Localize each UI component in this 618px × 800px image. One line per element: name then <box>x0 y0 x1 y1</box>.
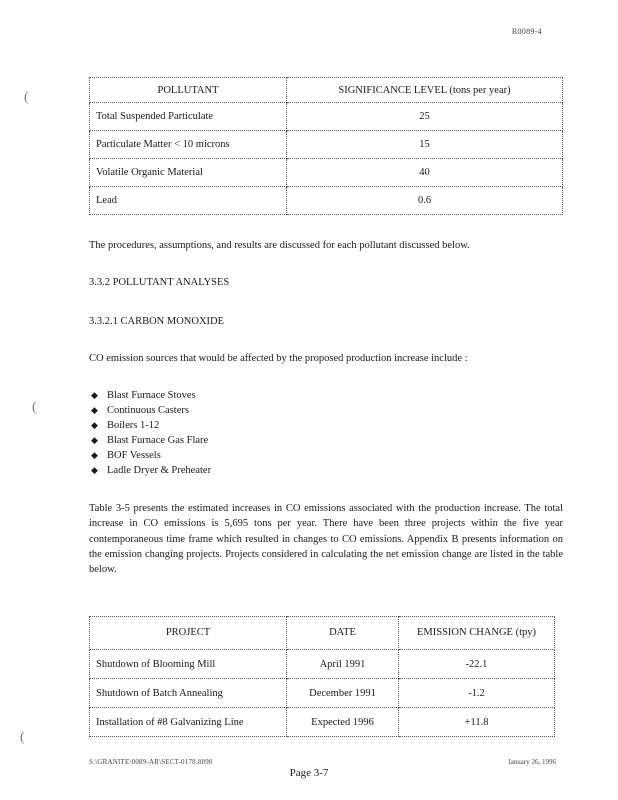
footer-file-path: S:\GRANITE\0089-AR\SECT-0178.8890 <box>89 758 213 766</box>
project-cell: Installation of #8 Galvanizing Line <box>90 708 287 737</box>
date-cell: December 1991 <box>287 679 399 708</box>
list-item <box>89 463 211 478</box>
emission-source-list <box>89 388 211 478</box>
pollutant-cell: Particulate Matter < 10 microns <box>90 131 287 159</box>
footer-date: January 26, 1996 <box>507 758 556 766</box>
bullet-icon: ◆ <box>91 435 98 445</box>
bullet-icon: ◆ <box>91 405 98 415</box>
column-header: PROJECT <box>90 617 287 650</box>
list-item-label: Blast Furnace Stoves <box>107 390 196 401</box>
bullet-icon: ◆ <box>91 450 98 460</box>
section-heading: 3.3.2 POLLUTANT ANALYSES <box>89 277 230 288</box>
pollutant-cell: Volatile Organic Material <box>90 159 287 187</box>
date-cell: April 1991 <box>287 650 399 679</box>
list-item-label: BOF Vessels <box>107 450 161 461</box>
table-row <box>90 708 555 737</box>
significance-cell: 15 <box>287 131 563 159</box>
emission-change-cell: +11.8 <box>399 708 555 737</box>
significance-cell: 40 <box>287 159 563 187</box>
emission-change-cell: -1.2 <box>399 679 555 708</box>
table-row <box>90 103 563 131</box>
list-item-label: Boilers 1-12 <box>107 420 160 431</box>
table-row <box>90 650 555 679</box>
table-row <box>90 187 563 215</box>
table-header-row <box>90 78 563 103</box>
subsection-heading: 3.3.2.1 CARBON MONOXIDE <box>89 316 225 327</box>
column-header: POLLUTANT <box>90 78 287 103</box>
list-item <box>89 448 211 463</box>
list-item-label: Blast Furnace Gas Flare <box>107 435 209 446</box>
list-item <box>89 388 211 403</box>
document-code: R0089-4 <box>511 27 542 36</box>
projects-table <box>89 616 555 737</box>
list-item <box>89 418 211 433</box>
paragraph: Table 3-5 presents the estimated increases in CO emissions associated with the production increase. The total increase in CO emissions is 5,695 tons per year. There have been three projects within the five year contemporaneous time frame which resulted in changes to CO emissions. Appendix B presents information on the emission changing projects. Projects considered in calculating the net emission change are listed in the table below. <box>89 503 563 576</box>
column-header: DATE <box>287 617 399 650</box>
significance-table <box>89 77 563 215</box>
pollutant-cell: Lead <box>90 187 287 215</box>
list-item-label: Continuous Casters <box>107 405 189 416</box>
bullet-icon: ◆ <box>91 390 98 400</box>
table-row <box>90 159 563 187</box>
date-cell: Expected 1996 <box>287 708 399 737</box>
column-header: EMISSION CHANGE (tpy) <box>399 617 555 650</box>
table-header-row <box>90 617 555 650</box>
margin-mark: ( <box>24 90 29 105</box>
page-number: Page 3-7 <box>289 767 329 779</box>
pollutant-cell: Total Suspended Particulate <box>90 103 287 131</box>
paragraph: CO emission sources that would be affected by the proposed production increase include : <box>89 353 468 364</box>
table-row <box>90 679 555 708</box>
project-cell: Shutdown of Blooming Mill <box>90 650 287 679</box>
margin-mark: ( <box>20 730 25 745</box>
paragraph: The procedures, assumptions, and results are discussed for each pollutant discussed below. <box>89 240 470 251</box>
table-row <box>90 131 563 159</box>
bullet-icon: ◆ <box>91 420 98 430</box>
list-item <box>89 403 211 418</box>
list-item-label: Ladle Dryer & Preheater <box>107 465 212 476</box>
project-cell: Shutdown of Batch Annealing <box>90 679 287 708</box>
margin-mark: ( <box>32 400 37 415</box>
emission-change-cell: -22.1 <box>399 650 555 679</box>
significance-cell: 0.6 <box>287 187 563 215</box>
list-item <box>89 433 211 448</box>
significance-cell: 25 <box>287 103 563 131</box>
column-header: SIGNIFICANCE LEVEL (tons per year) <box>287 78 563 103</box>
bullet-icon: ◆ <box>91 465 98 475</box>
